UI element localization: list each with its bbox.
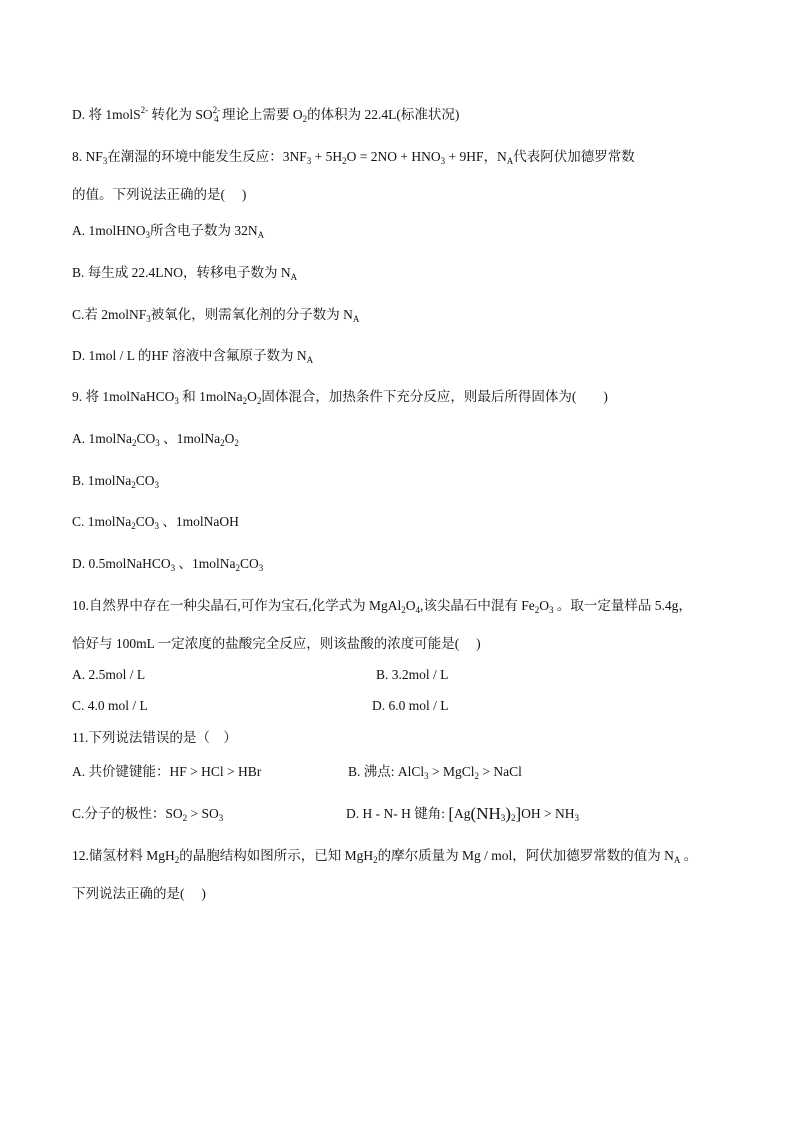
q9-stem: 9. 将 1molNaHCO$_3$ 和 $1molNa_2O_2$固体混合，加热条件下充分反应，则最后所得固体为( ) — [72, 389, 608, 406]
q11-stem: 11.下列说法错误的是（ ） — [72, 730, 237, 745]
q10-stem-line2: 恰好与 100mL 一定浓度的盐酸完全反应，则该盐酸的浓度可能是( ) — [72, 636, 481, 651]
q12-stem-line1: 12.储氢材料 MgH$_2$的晶胞结构如图所示，已知 MgH$_2$的摩尔质量为 Mg / mol，阿伏加德罗常数的值为 $N_A$ 。 — [72, 848, 698, 865]
q8-option-b: B. 每生成 22.4LNO，转移电子数为 $N_A$ — [72, 265, 298, 282]
q8-stem-line1: 8. $NF_3$在潮湿的环境中能发生反应：$3NF_3 + 5H_2O = 2NO + HNO_3 + 9HF$，$N_A$代表阿伏加德罗常数 — [72, 149, 635, 166]
q8-option-d: D. 1mol / L 的HF 溶液中含氟原子数为 $N_A$ — [72, 348, 314, 365]
q9-option-a: A. $1molNa_2CO_3$ 、$1molNa_2O_2$ — [72, 431, 239, 448]
q10-option-d: D. 6.0 mol / L — [372, 698, 449, 713]
q9-option-b: B. $1molNa_2CO_3$ — [72, 473, 160, 490]
q10-option-b: B. 3.2mol / L — [376, 667, 449, 682]
q8-option-c: C.若 2molNF$_3$被氧化，则需氧化剂的分子数为 $N_A$ — [72, 307, 360, 324]
q9-option-c: C. $1molNa_2CO_3$ 、1molNaOH — [72, 514, 239, 531]
q11-option-c: C.分子的极性：$SO_2 > SO_3$ — [72, 806, 224, 823]
bracket-close: ] — [515, 804, 522, 823]
q12-stem-line2: 下列说法正确的是( ) — [72, 886, 206, 901]
q10-stem-line1: 10.自然界中存在一种尖晶石,可作为宝石,化学式为 $MgAl_2O_4$,该尖晶石中混有 $Fe_2O_3$ 。取一定量样品 5.4g， — [72, 598, 692, 615]
line-q7-option-d: D. 将 1molS$^{2-}$ 转化为 $SO^{2-}_4$ 理论上需要 $O_2$的体积为 22.4L(标准状况) — [72, 105, 460, 124]
q10-option-a: A. 2.5mol / L — [72, 667, 146, 682]
q8-stem-line2: 的值。下列说法正确的是( ) — [72, 187, 247, 202]
q8-option-a: A. 1molHNO$_3$所含电子数为 $32N_A$ — [72, 223, 265, 240]
q10-option-c: C. 4.0 mol / L — [72, 698, 148, 713]
q11-option-b: B. 沸点: AlCl$_3$ > MgCl$_2$ > NaCl — [348, 764, 522, 781]
q11-option-a: A. 共价键键能：HF > HCl > HBr — [72, 764, 262, 779]
bracket-open: [ — [448, 804, 455, 823]
q11-option-d: D. H - N- H 键角: $[Ag(NH_3)_2]OH > NH_3$ — [346, 804, 579, 823]
q9-option-d: D. 0.5molNaHCO$_3$ 、$1molNa_2CO_3$ — [72, 556, 264, 573]
